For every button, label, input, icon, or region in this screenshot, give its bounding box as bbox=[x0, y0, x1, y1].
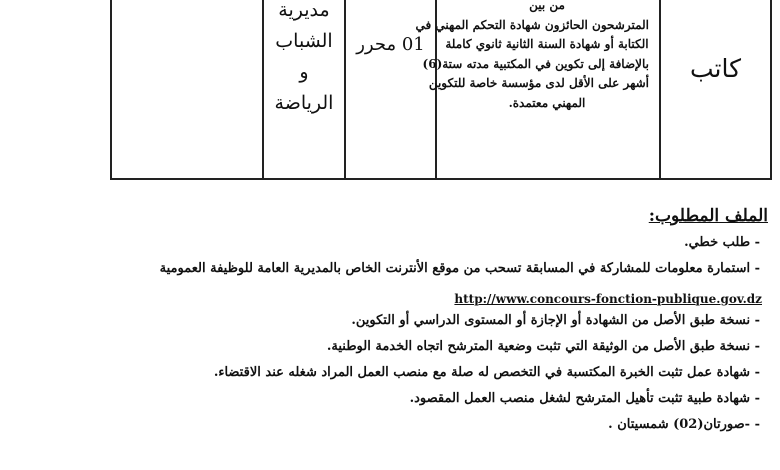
list-item: - طلب خطي. bbox=[684, 235, 760, 250]
count-cell bbox=[344, 0, 435, 178]
list-item: - -صورتان(02) شمسيتان . bbox=[608, 417, 760, 432]
required-documents-list bbox=[100, 230, 760, 438]
recruitment-table bbox=[110, 0, 772, 180]
conditions-text bbox=[415, 0, 649, 113]
website-link[interactable]: http://www.concours-fonction-publique.gov.dz bbox=[454, 292, 762, 306]
condition-line: المترشحون الحائزون شهادة التحكم المهني في bbox=[415, 17, 649, 32]
list-item: - نسخة طبق الأصل من الشهادة أو الإجازة أو المستوى الدراسي أو التكوين. bbox=[351, 313, 760, 328]
position-count: 01 محرر bbox=[356, 34, 425, 55]
directorate-line: الشباب bbox=[275, 30, 333, 52]
list-item: - شهادة طبية تثبت تأهيل المترشح لشغل منصب العمل المقصود. bbox=[409, 391, 760, 406]
job-title: كاتب bbox=[689, 54, 742, 83]
list-item: - شهادة عمل تثبت الخبرة المكتسبة في التخصص له صلة مع منصب العمل المراد شغله عند الاقتضاء. bbox=[213, 365, 760, 380]
condition-line: بالإضافة إلى تكوين في المكتبية مدته ستة(6) bbox=[422, 56, 649, 71]
condition-line: من بين bbox=[529, 0, 565, 12]
condition-line: أشهر على الأقل لدى مؤسسة خاصة للتكوين bbox=[428, 76, 649, 90]
directorate-line: الرياضة bbox=[274, 92, 334, 114]
list-item: - نسخة طبق الأصل من الوثيقة التي تثبت وضعية المترشح اتجاه الخدمة الوطنية. bbox=[326, 339, 760, 354]
directorate-line: و bbox=[299, 61, 309, 83]
condition-line: المهني معتمدة. bbox=[508, 95, 586, 110]
conditions-cell bbox=[415, 0, 659, 178]
condition-line: الكتابة أو شهادة السنة الثانية ثانوي كاملة bbox=[445, 37, 649, 51]
directorate-line: مديرية bbox=[278, 0, 330, 21]
empty-cell bbox=[112, 0, 262, 178]
directorate-cell bbox=[262, 0, 344, 178]
directorate-text bbox=[264, 0, 344, 119]
list-item: - استمارة معلومات للمشاركة في المسابقة تسحب من موقع الأنترنت الخاص بالمديرية العامة للوظيفة العمومية bbox=[159, 261, 760, 276]
job-title-cell bbox=[659, 0, 770, 178]
file-heading: الملف المطلوب: bbox=[648, 206, 768, 226]
